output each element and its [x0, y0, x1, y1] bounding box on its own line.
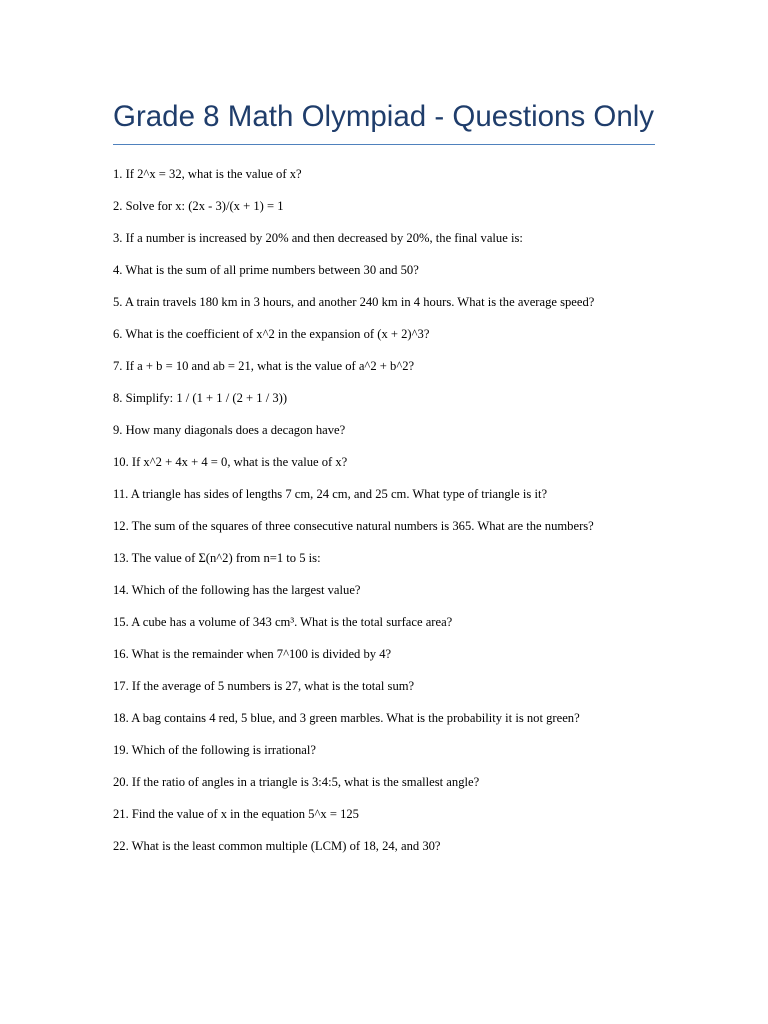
- document-page: [113, 96, 655, 869]
- question-item: 13. The value of Σ(n^2) from n=1 to 5 is:: [113, 551, 321, 565]
- question-item: 12. The sum of the squares of three consecutive natural numbers is 365. What are the numbers?: [113, 519, 594, 533]
- question-item: 16. What is the remainder when 7^100 is divided by 4?: [113, 647, 392, 661]
- question-item: 1. If 2^x = 32, what is the value of x?: [113, 167, 302, 181]
- question-item: 19. Which of the following is irrational?: [113, 743, 316, 757]
- question-item: 18. A bag contains 4 red, 5 blue, and 3 green marbles. What is the probability it is not green?: [113, 711, 580, 725]
- question-list: [113, 165, 655, 856]
- question-item: 7. If a + b = 10 and ab = 21, what is the value of a^2 + b^2?: [113, 359, 415, 373]
- question-item: 14. Which of the following has the largest value?: [113, 583, 361, 597]
- question-item: 6. What is the coefficient of x^2 in the expansion of (x + 2)^3?: [113, 327, 430, 341]
- question-item: 4. What is the sum of all prime numbers between 30 and 50?: [113, 263, 419, 277]
- question-item: 15. A cube has a volume of 343 cm³. What is the total surface area?: [113, 615, 453, 629]
- question-item: 20. If the ratio of angles in a triangle is 3:4:5, what is the smallest angle?: [113, 775, 480, 789]
- question-item: 17. If the average of 5 numbers is 27, what is the total sum?: [113, 679, 415, 693]
- question-item: 11. A triangle has sides of lengths 7 cm, 24 cm, and 25 cm. What type of triangle is it?: [113, 487, 548, 501]
- question-item: 5. A train travels 180 km in 3 hours, and another 240 km in 4 hours. What is the average speed?: [113, 295, 595, 309]
- question-item: 10. If x^2 + 4x + 4 = 0, what is the value of x?: [113, 455, 348, 469]
- question-item: 3. If a number is increased by 20% and then decreased by 20%, the final value is:: [113, 231, 523, 245]
- question-item: 21. Find the value of x in the equation 5^x = 125: [113, 807, 359, 821]
- question-item: 22. What is the least common multiple (LCM) of 18, 24, and 30?: [113, 839, 441, 853]
- question-item: 9. How many diagonals does a decagon have?: [113, 423, 346, 437]
- document-title: Grade 8 Math Olympiad - Questions Only: [113, 96, 655, 145]
- question-item: 2. Solve for x: (2x - 3)/(x + 1) = 1: [113, 199, 284, 213]
- question-item: 8. Simplify: 1 / (1 + 1 / (2 + 1 / 3)): [113, 391, 288, 405]
